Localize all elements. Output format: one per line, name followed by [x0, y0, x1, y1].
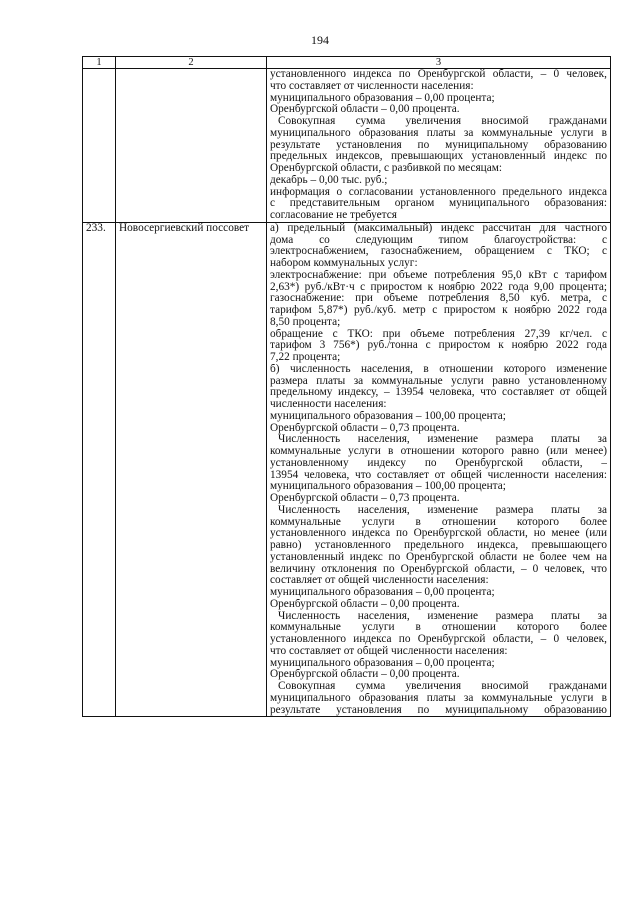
- text-line: согласование не требуется: [270, 210, 397, 221]
- text-line: 8,50 процента;: [270, 316, 341, 328]
- text-line: тарифом 5,87*) руб./куб. метр с приростом к ноябрю 2022 года: [270, 305, 607, 316]
- text-line: что составляет от численности населения:: [270, 80, 474, 92]
- text-line: 2,63*) руб./кВт·ч с приростом к ноябрю 2022 года 9,00 процента;: [270, 281, 607, 293]
- table-row-continued: [83, 69, 611, 223]
- text-line: размера платы за коммунальные услуги равно установленному: [270, 375, 607, 387]
- text-line: Численность населения, изменение размера платы за: [278, 610, 607, 622]
- text-line: установленный индекс по Оренбургской области не более чем на: [270, 551, 607, 563]
- data-table: [82, 56, 611, 717]
- page-number: 194: [311, 33, 329, 47]
- text-line: Оренбургской области – 0,73 процента.: [270, 493, 460, 504]
- text-line: результате установления по муниципальному образованию: [270, 704, 607, 716]
- municipality-name-cell: [116, 69, 267, 223]
- text-line: Численность населения, изменение размера платы за: [278, 504, 607, 516]
- text-line: коммунальные услуги в отношении которого более: [270, 622, 607, 634]
- text-line: установленного индекса по Оренбургской области, но менее (или: [270, 528, 607, 540]
- text-line: Оренбургской области – 0,00 процента.: [270, 104, 460, 116]
- text-line: Оренбургской области – 0,73 процента.: [270, 422, 460, 434]
- text-line: декабрь – 0,00 тыс. руб.;: [270, 174, 388, 186]
- text-line: величину отклонения по Оренбургской области, – 0 человек, что: [270, 563, 607, 575]
- text-line: Численность населения, изменение размера платы за: [278, 434, 607, 446]
- text-line: предельных индексов, превышающих установленный индекс по: [270, 151, 607, 163]
- text-line: муниципального образования платы за коммунальные услуги в: [270, 127, 607, 139]
- text-line: а) предельный (максимальный) индекс рассчитан для частного: [270, 222, 607, 234]
- table-row-233: [83, 222, 611, 717]
- text-line: муниципального образования – 0,00 процента;: [270, 657, 495, 669]
- text-line: Оренбургской области, с разбивкой по месяцам:: [270, 163, 503, 174]
- content-lines: [270, 223, 607, 717]
- text-line: установленного индекса по Оренбургской области, – 0 человек,: [270, 634, 607, 645]
- text-line: муниципального образования – 0,00 процента;: [270, 587, 495, 598]
- text-line: установленного индекса по Оренбургской области, – 0 человек,: [270, 69, 607, 80]
- text-line: Совокупная сумма увеличения вносимой гражданами: [278, 116, 607, 127]
- text-line: Совокупная сумма увеличения вносимой гражданами: [278, 681, 607, 692]
- header-col-1: 1: [83, 57, 116, 69]
- text-line: муниципального образования – 0,00 процента;: [270, 92, 495, 104]
- row-content-cell: [267, 222, 611, 717]
- text-line: газоснабжение: при объеме потребления 8,50 куб. метра, с: [270, 293, 607, 305]
- text-line: электроснабжением, газоснабжением, обращением с ТКО; с: [270, 246, 607, 258]
- text-line: коммунальные услуги в отношении которого равно (или менее): [270, 446, 607, 457]
- text-line: Оренбургской области – 0,00 процента.: [270, 598, 460, 610]
- text-line: тарифом 3 756*) руб./тонна с приростом к ноябрю 2022 года: [270, 340, 607, 352]
- text-line: предельному индексу, – 13954 человека, что составляет от общей: [270, 387, 607, 399]
- row-number-cell: [83, 69, 116, 223]
- text-line: дома со следующим типом благоустройства: с: [270, 234, 607, 246]
- text-line: муниципального образования платы за коммунальные услуги в: [270, 692, 607, 704]
- row-content-cell: [267, 69, 611, 223]
- table-header-row: [83, 57, 611, 69]
- content-lines: [270, 69, 607, 222]
- text-line: Оренбургской области – 0,00 процента.: [270, 669, 460, 681]
- text-line: набором коммунальных услуг:: [270, 258, 418, 269]
- text-line: результате установления по муниципальному образованию: [270, 139, 607, 151]
- text-line: муниципального образования – 100,00 процента;: [270, 481, 506, 493]
- text-line: численности населения:: [270, 399, 387, 410]
- text-line: информация о согласовании установленного предельного индекса: [270, 186, 607, 198]
- text-line: коммунальные услуги в отношении которого более: [270, 516, 607, 528]
- header-col-2: 2: [116, 57, 267, 69]
- text-line: равно) установленного предельного индекса, превышающего: [270, 540, 607, 551]
- header-col-3: 3: [267, 57, 611, 69]
- text-line: электроснабжение: при объеме потребления 95,0 кВт с тарифом: [270, 269, 607, 281]
- text-line: составляет от общей численности населения:: [270, 575, 489, 587]
- municipality-name-cell: Новосергиевский поссовет: [116, 222, 267, 717]
- row-number-cell: 233.: [83, 222, 116, 717]
- text-line: муниципального образования – 100,00 процента;: [270, 410, 506, 422]
- text-line: обращение с ТКО: при объеме потребления 27,39 кг/чел. с: [270, 328, 607, 340]
- text-line: б) численность населения, в отношении которого изменение: [270, 363, 607, 375]
- text-line: что составляет от общей численности населения:: [270, 645, 508, 657]
- text-line: установленному индексу по Оренбургской области, –: [270, 457, 607, 469]
- text-line: 7,22 процента;: [270, 352, 341, 363]
- text-line: 13954 человека, что составляет от общей численности населения:: [270, 469, 607, 481]
- text-line: с представительным органом муниципального образования:: [270, 198, 607, 210]
